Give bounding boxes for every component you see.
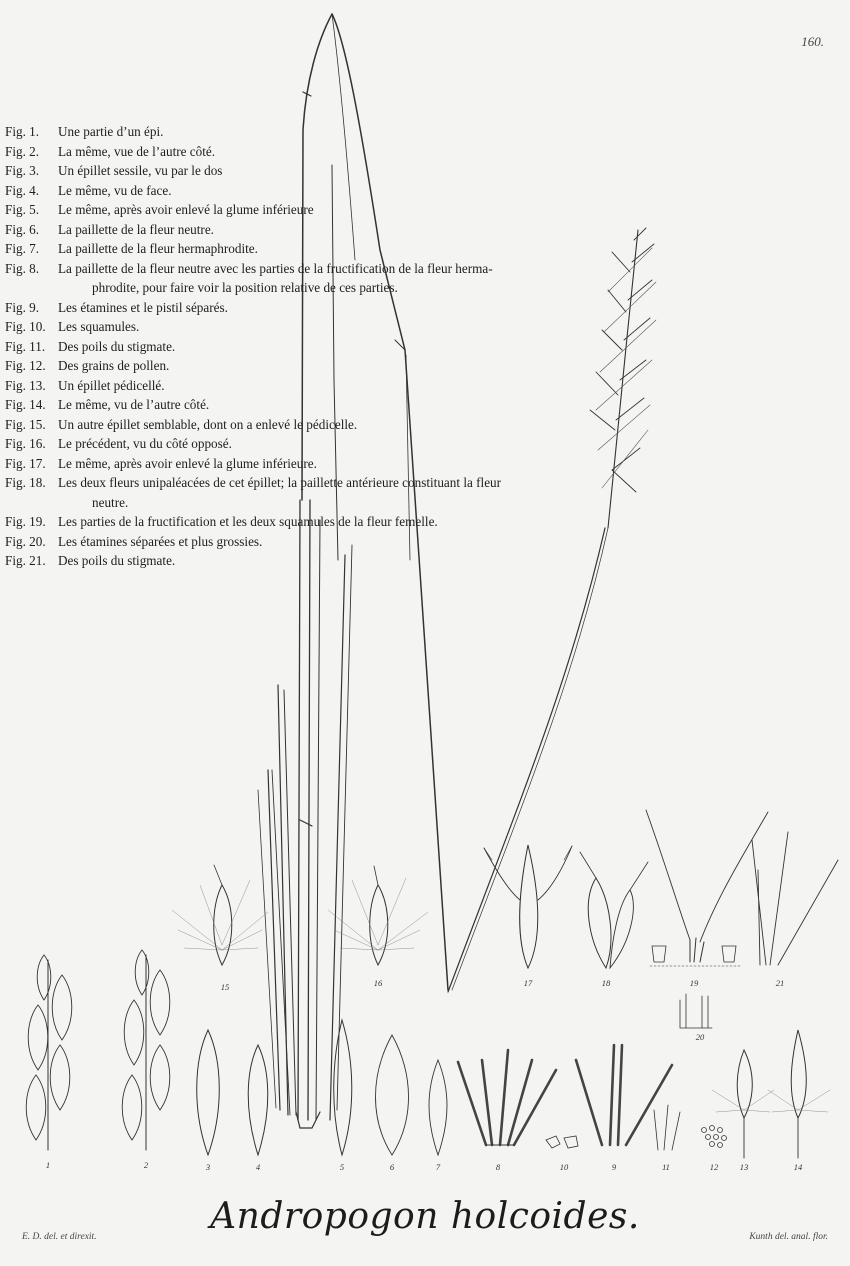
figure-number: 4 (255, 1162, 261, 1172)
legend-text-line: La paillette de la fleur neutre. (58, 221, 214, 237)
figure-13 (712, 1050, 774, 1158)
figure-6 (376, 1035, 409, 1155)
figure-19 (646, 810, 768, 966)
legend-text (58, 337, 595, 357)
figure-2 (122, 950, 170, 1150)
page-number: 160. (801, 34, 824, 49)
figure-number: 6 (389, 1162, 395, 1172)
figure-11 (654, 1105, 680, 1150)
figure-number: 19 (689, 978, 699, 988)
credit-left: E. D. del. et direxit. (22, 1232, 97, 1242)
figure-number: 5 (339, 1162, 345, 1172)
legend-row (5, 259, 595, 298)
legend-text (58, 122, 595, 142)
legend-text-line: La paillette de la fleur hermaphrodite. (58, 241, 258, 256)
legend-fig-label: Fig. 21. (5, 553, 46, 568)
legend-text (58, 220, 595, 240)
figure-number: 12 (709, 1162, 719, 1172)
figure-number: 3 (205, 1162, 211, 1172)
legend-text (58, 473, 595, 512)
legend-text-continuation: phrodite, pour faire voir la position relative de ces parties. (92, 280, 398, 295)
figure-5 (334, 1020, 352, 1155)
figure-number: 7 (435, 1162, 441, 1172)
legend-row (5, 473, 595, 512)
legend-row (5, 395, 595, 415)
legend-text (58, 259, 595, 298)
legend-text-line: La paillette de la fleur neutre avec les parties de la fructification de la fleur herma- (58, 260, 493, 276)
legend-text (58, 356, 595, 376)
legend-text (58, 161, 595, 181)
legend-row (5, 337, 595, 357)
legend-text-line: Les étamines et le pistil séparés. (58, 299, 228, 315)
legend-row (5, 220, 595, 240)
legend-row (5, 454, 595, 474)
figure-18 (580, 852, 648, 968)
legend-row (5, 512, 595, 532)
legend-text (58, 434, 595, 454)
figure-20 (680, 994, 712, 1028)
legend-fig-label: Fig. 17. (5, 455, 46, 471)
legend-text-line: Le précédent, vu du côté opposé. (58, 436, 232, 451)
legend-fig-label: Fig. 12. (5, 358, 46, 373)
figure-number: 14 (793, 1162, 803, 1172)
legend-text-line: Des poils du stigmate. (58, 553, 176, 568)
legend-fig-label: Fig. 5. (5, 202, 40, 217)
legend-text (58, 239, 595, 259)
figure-9 (576, 1045, 672, 1145)
legend-fig-label: Fig. 15. (5, 416, 46, 432)
legend-text-line: Des grains de pollen. (58, 358, 170, 373)
legend-text (58, 551, 595, 571)
credit-right: Kunth del. anal. flor. (749, 1232, 828, 1242)
figure-15 (172, 865, 268, 965)
legend-fig-label: Fig. 19. (5, 514, 46, 529)
legend-fig-label: Fig. 6. (5, 221, 40, 237)
legend-text (58, 317, 595, 337)
legend-row (5, 122, 595, 142)
plate-title: Andropogon holcoides. (210, 1196, 640, 1237)
legend-text-line: Le même, après avoir enlevé la glume inférieure. (58, 455, 317, 471)
legend-text-line: Une partie d’un épi. (58, 124, 164, 139)
legend-text (58, 142, 595, 162)
legend-fig-label: Fig. 9. (5, 299, 40, 315)
legend-text (58, 376, 595, 396)
figure-12 (702, 1126, 727, 1148)
legend-fig-label: Fig. 18. (5, 475, 46, 490)
figure-number: 16 (373, 978, 383, 988)
legend-text (58, 512, 595, 532)
figure-3 (197, 1030, 220, 1155)
figure-7 (429, 1060, 447, 1155)
legend-fig-label: Fig. 14. (5, 397, 46, 412)
legend-text-line: Un épillet pédicellé. (58, 377, 165, 393)
figure-number: 21 (775, 978, 785, 988)
figure-number: 15 (220, 982, 230, 992)
figure-8 (458, 1050, 556, 1145)
figure-legend (5, 122, 595, 571)
figure-number: 11 (662, 1162, 670, 1172)
legend-text-line: Le même, vu de l’autre côté. (58, 397, 210, 412)
legend-text-line: Un autre épillet semblable, dont on a enlevé le pédicelle. (58, 416, 358, 432)
legend-fig-label: Fig. 11. (5, 338, 46, 354)
legend-text (58, 532, 595, 552)
legend-fig-label: Fig. 13. (5, 377, 46, 393)
legend-text (58, 415, 595, 435)
legend-text-line: Les deux fleurs unipaléacées de cet épillet; la paillette antérieure constituant la fleur (58, 475, 502, 490)
legend-fig-label: Fig. 1. (5, 124, 40, 139)
legend-row (5, 317, 595, 337)
legend-row (5, 415, 595, 435)
legend-row (5, 376, 595, 396)
legend-text (58, 298, 595, 318)
legend-text (58, 454, 595, 474)
figure-number: 13 (739, 1162, 749, 1172)
legend-row (5, 434, 595, 454)
legend-fig-label: Fig. 4. (5, 182, 40, 198)
legend-text-continuation: neutre. (92, 494, 129, 510)
legend-text-line: Des poils du stigmate. (58, 338, 176, 354)
legend-row (5, 532, 595, 552)
figure-number: 1 (45, 1160, 51, 1170)
legend-fig-label: Fig. 16. (5, 436, 46, 451)
figure-14 (768, 1030, 830, 1158)
legend-text-line: Les parties de la fructification et les deux squamules de la fleur femelle. (58, 514, 438, 529)
figure-number: 20 (695, 1032, 705, 1042)
figure-number: 17 (523, 978, 533, 988)
legend-text-line: Le même, vu de face. (58, 182, 172, 198)
legend-text-line: Un épillet sessile, vu par le dos (58, 163, 223, 178)
legend-text (58, 395, 595, 415)
legend-fig-label: Fig. 2. (5, 143, 40, 159)
figure-10 (546, 1136, 578, 1148)
legend-fig-label: Fig. 10. (5, 319, 46, 334)
legend-row (5, 239, 595, 259)
figure-number: 9 (611, 1162, 617, 1172)
figure-21 (752, 832, 838, 965)
legend-fig-label: Fig. 8. (5, 260, 40, 276)
legend-row (5, 161, 595, 181)
legend-fig-label: Fig. 20. (5, 533, 46, 549)
legend-row (5, 551, 595, 571)
legend-row (5, 181, 595, 201)
figure-number: 10 (559, 1162, 569, 1172)
figure-1 (26, 955, 72, 1150)
legend-row (5, 356, 595, 376)
figure-4 (248, 1045, 268, 1155)
figure-number: 18 (601, 978, 611, 988)
legend-text-line: La même, vue de l’autre côté. (58, 143, 216, 159)
legend-fig-label: Fig. 3. (5, 163, 40, 178)
legend-row (5, 142, 595, 162)
legend-text-line: Les squamules. (58, 319, 140, 334)
legend-text-line: Les étamines séparées et plus grossies. (58, 533, 263, 549)
figure-number: 2 (143, 1160, 149, 1170)
legend-text (58, 181, 595, 201)
legend-text-line: Le même, après avoir enlevé la glume inférieure (58, 202, 314, 217)
legend-fig-label: Fig. 7. (5, 241, 40, 256)
legend-text (58, 200, 595, 220)
legend-row (5, 298, 595, 318)
figure-number: 8 (495, 1162, 501, 1172)
legend-row (5, 200, 595, 220)
